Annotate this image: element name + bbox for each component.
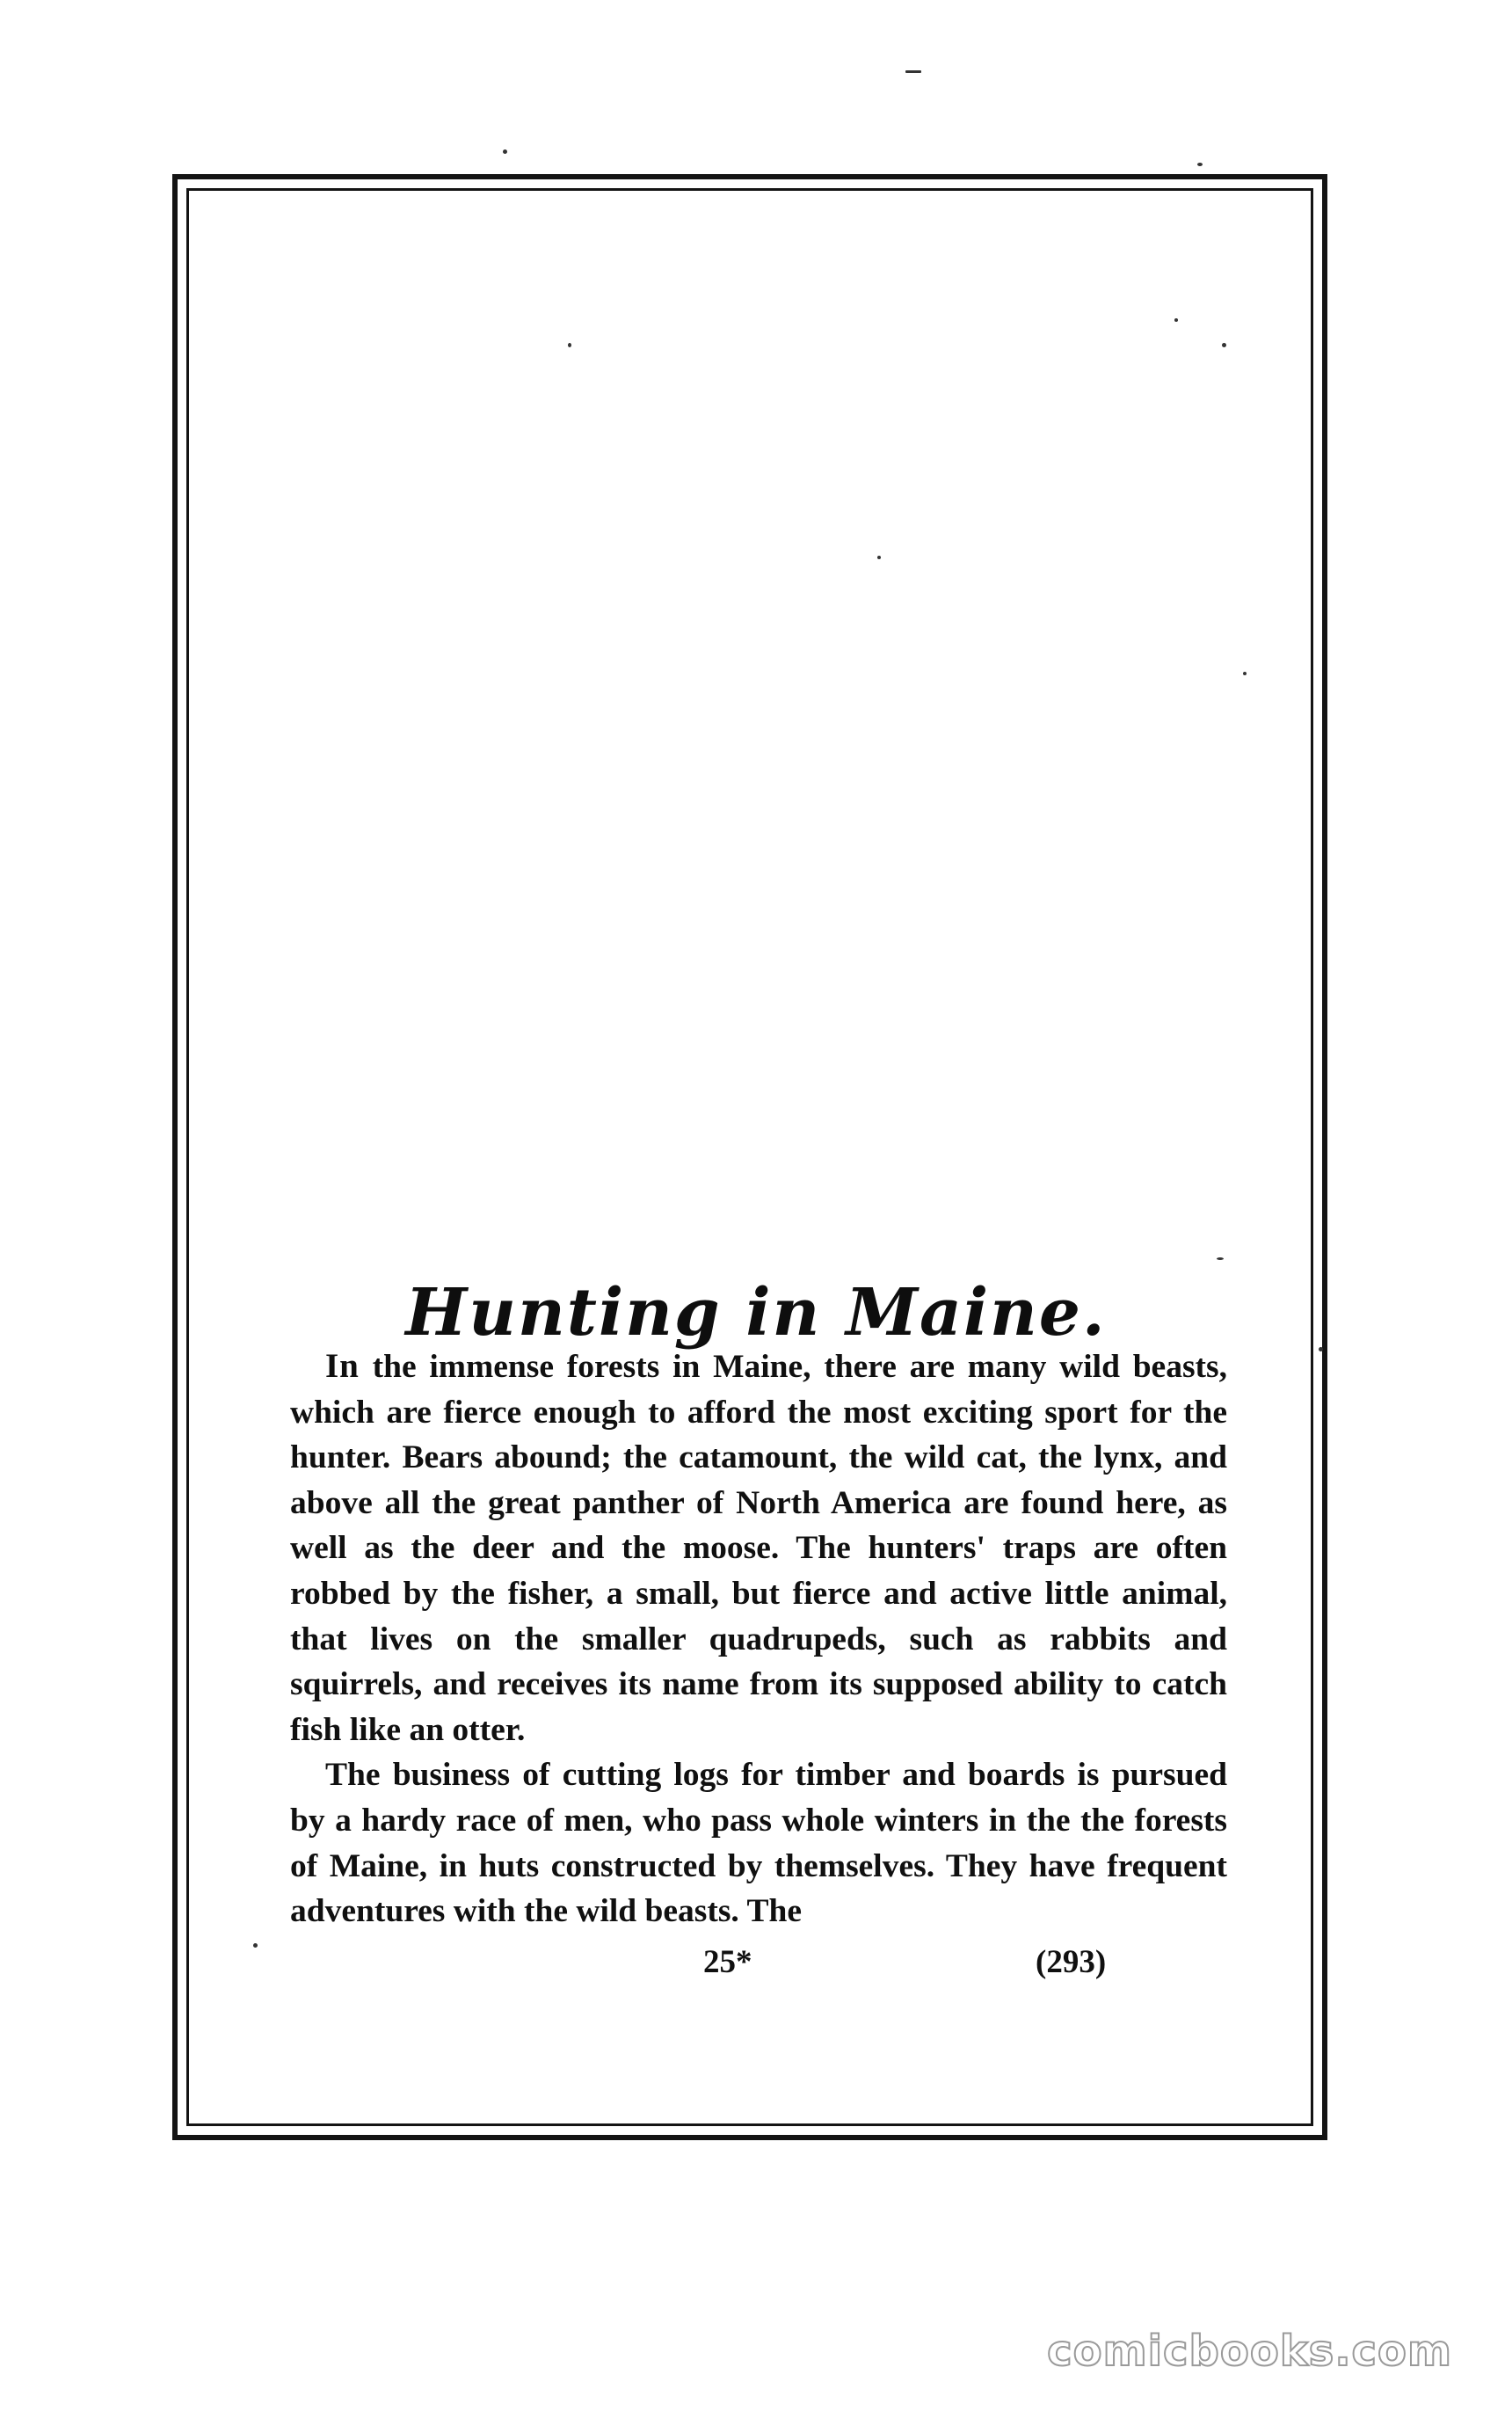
- scan-speck: [1319, 1347, 1323, 1351]
- paragraph-lead-word: In: [325, 1347, 360, 1385]
- scan-speck: [1243, 672, 1247, 675]
- scan-speck: [905, 70, 921, 73]
- scan-speck: [877, 556, 881, 559]
- scan-speck: [1217, 1257, 1224, 1260]
- scan-speck: [1222, 343, 1226, 347]
- paragraph-text: The business of cutting logs for timber and boards is pursued by a hardy race of men, who pass whole winters in the the forests of Maine, in huts constructed by themselves. They have frequent adventures with the wild beasts. The: [290, 1757, 1227, 1930]
- watermark: comicbooks.com: [1047, 2327, 1452, 2376]
- paragraph-text: the immense forests in Maine, there are many wild beasts, which are fierce enough to afford the most exciting sport for the hunter. Bears abound; the catamount, the wild cat, the lynx, and above all the great panther of North America are found here, as well as the deer and the moose. The hunters' traps are often robbed by the fisher, a small, but fierce and active little animal, that lives on the smaller quadrupeds, such as rabbits and squirrels, and receives its name from its supposed ability to catch fish like an otter.: [290, 1349, 1228, 1748]
- page-number: (293): [1036, 1944, 1107, 1980]
- signature-mark: 25*: [703, 1944, 752, 1980]
- paragraph-2: [290, 1752, 1227, 1934]
- scan-speck: [503, 149, 507, 154]
- scan-speck: [253, 1943, 258, 1948]
- paragraph-1: [290, 1344, 1227, 1752]
- scan-speck: [1174, 318, 1178, 322]
- chapter-title: Hunting in Maine.: [405, 1274, 1107, 1351]
- scan-speck: [1197, 163, 1203, 166]
- scan-speck: [568, 343, 571, 347]
- body-text: [290, 1344, 1227, 1934]
